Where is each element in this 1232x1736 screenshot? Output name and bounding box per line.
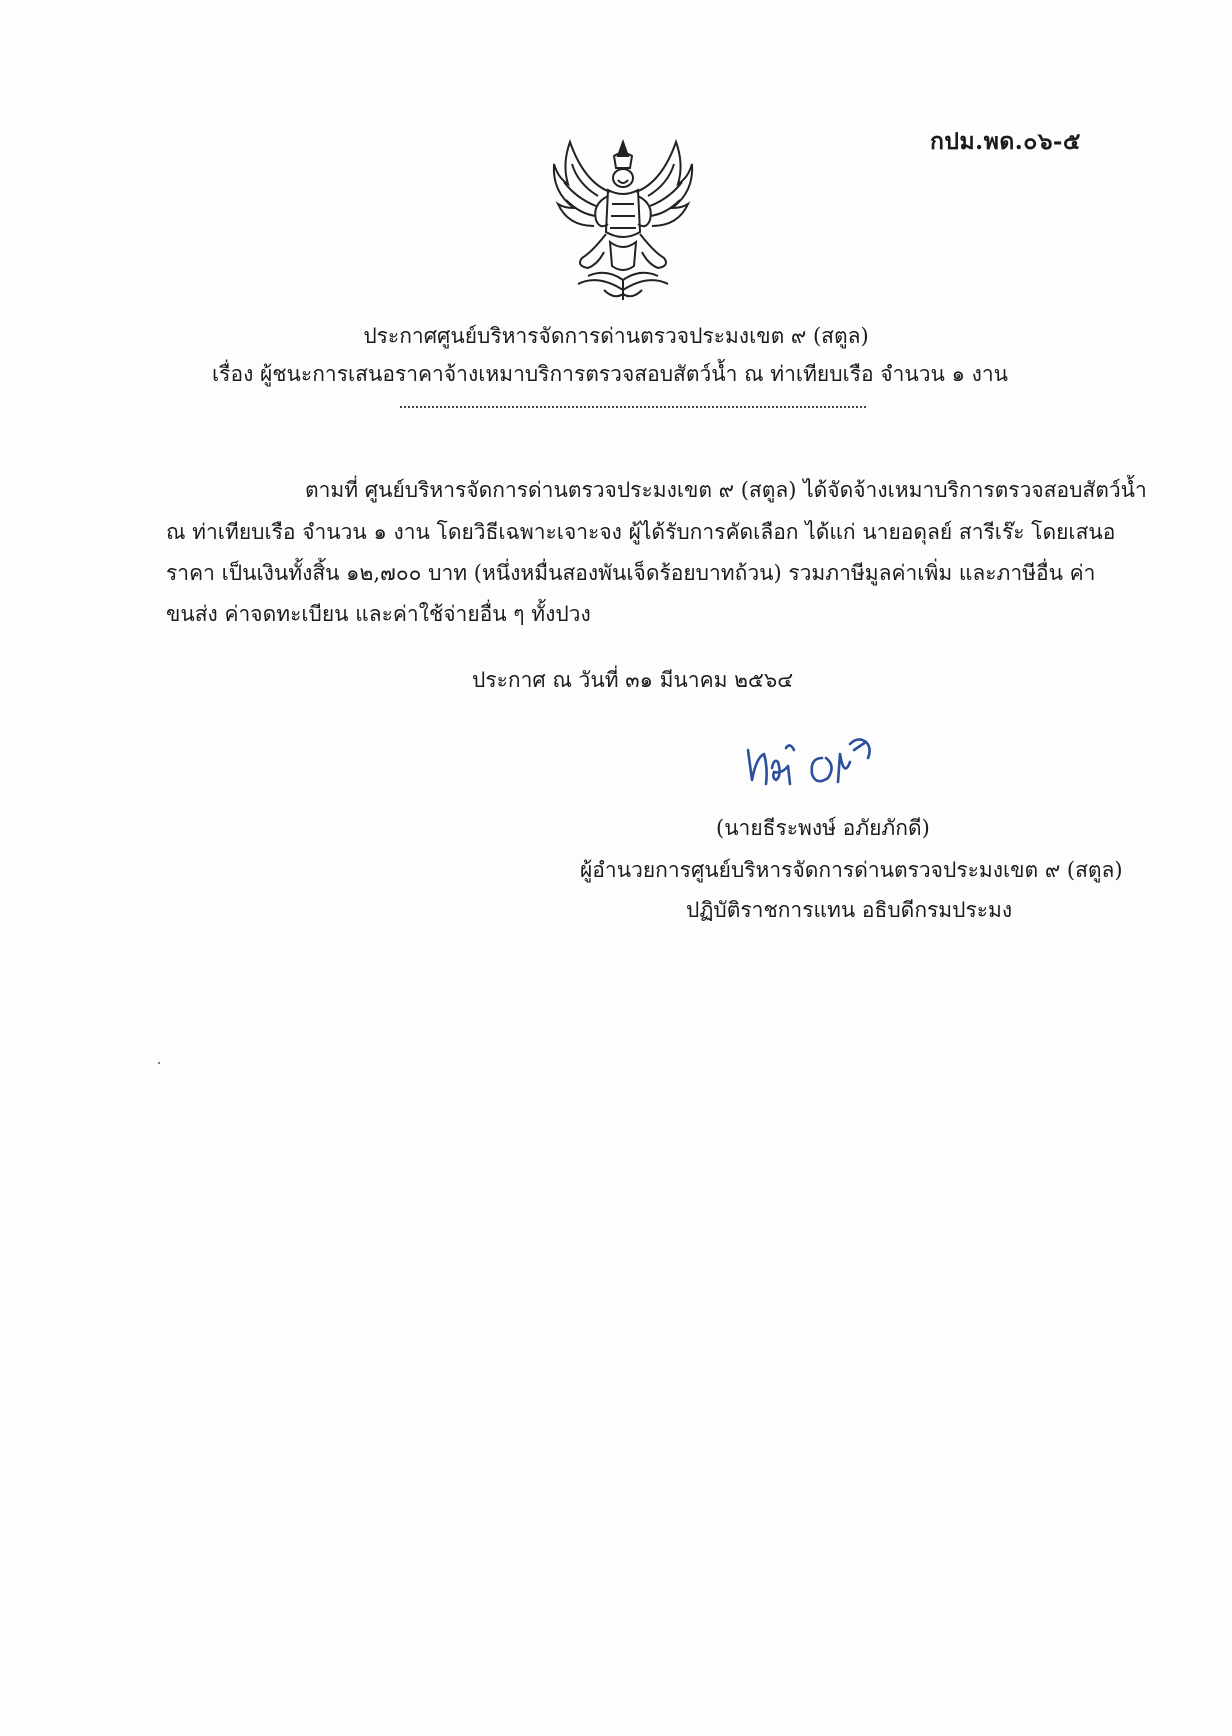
announcement-subject: เรื่อง ผู้ชนะการเสนอราคาจ้างเหมาบริการตรวจสอบสัตว์น้ำ ณ ท่าเทียบเรือ จำนวน ๑ งาน	[212, 362, 1008, 386]
body-line-2: ณ ท่าเทียบเรือ จำนวน ๑ งาน โดยวิธีเฉพาะเจาะจง ผู้ได้รับการคัดเลือก ได้แก่ นายอดุลย์ สารีเร๊ะ โดยเสนอ	[166, 520, 1116, 544]
paper-speck	[158, 1062, 160, 1064]
signer-name: (นายธีระพงษ์ อภัยภักดี)	[716, 816, 930, 840]
dotted-divider	[400, 406, 866, 408]
garuda-emblem	[548, 134, 698, 304]
signer-position: ผู้อำนวยการศูนย์บริหารจัดการด่านตรวจประมงเขต ๙ (สตูล)	[580, 858, 1123, 882]
announcement-title: ประกาศศูนย์บริหารจัดการด่านตรวจประมงเขต ๙ (สตูล)	[363, 324, 869, 348]
announcement-date: ประกาศ ณ วันที่ ๓๑ มีนาคม ๒๕๖๔	[472, 668, 794, 692]
signature	[742, 728, 892, 798]
signer-acting-title: ปฏิบัติราชการแทน อธิบดีกรมประมง	[686, 898, 1013, 922]
body-line-4: ขนส่ง ค่าจดทะเบียน และค่าใช้จ่ายอื่น ๆ ทั้งปวง	[166, 602, 591, 626]
body-line-1: ตามที่ ศูนย์บริหารจัดการด่านตรวจประมงเขต ๙ (สตูล) ได้จัดจ้างเหมาบริการตรวจสอบสัตว์น้ำ	[305, 478, 1147, 502]
body-line-3: ราคา เป็นเงินทั้งสิ้น ๑๒,๗๐๐ บาท (หนึ่งหมื่นสองพันเจ็ดร้อยบาทถ้วน) รวมภาษีมูลค่าเพิ่ม และภาษีอื่น ค่า	[166, 561, 1096, 585]
document-number: กปม.พด.๐๖-๕	[930, 128, 1081, 155]
